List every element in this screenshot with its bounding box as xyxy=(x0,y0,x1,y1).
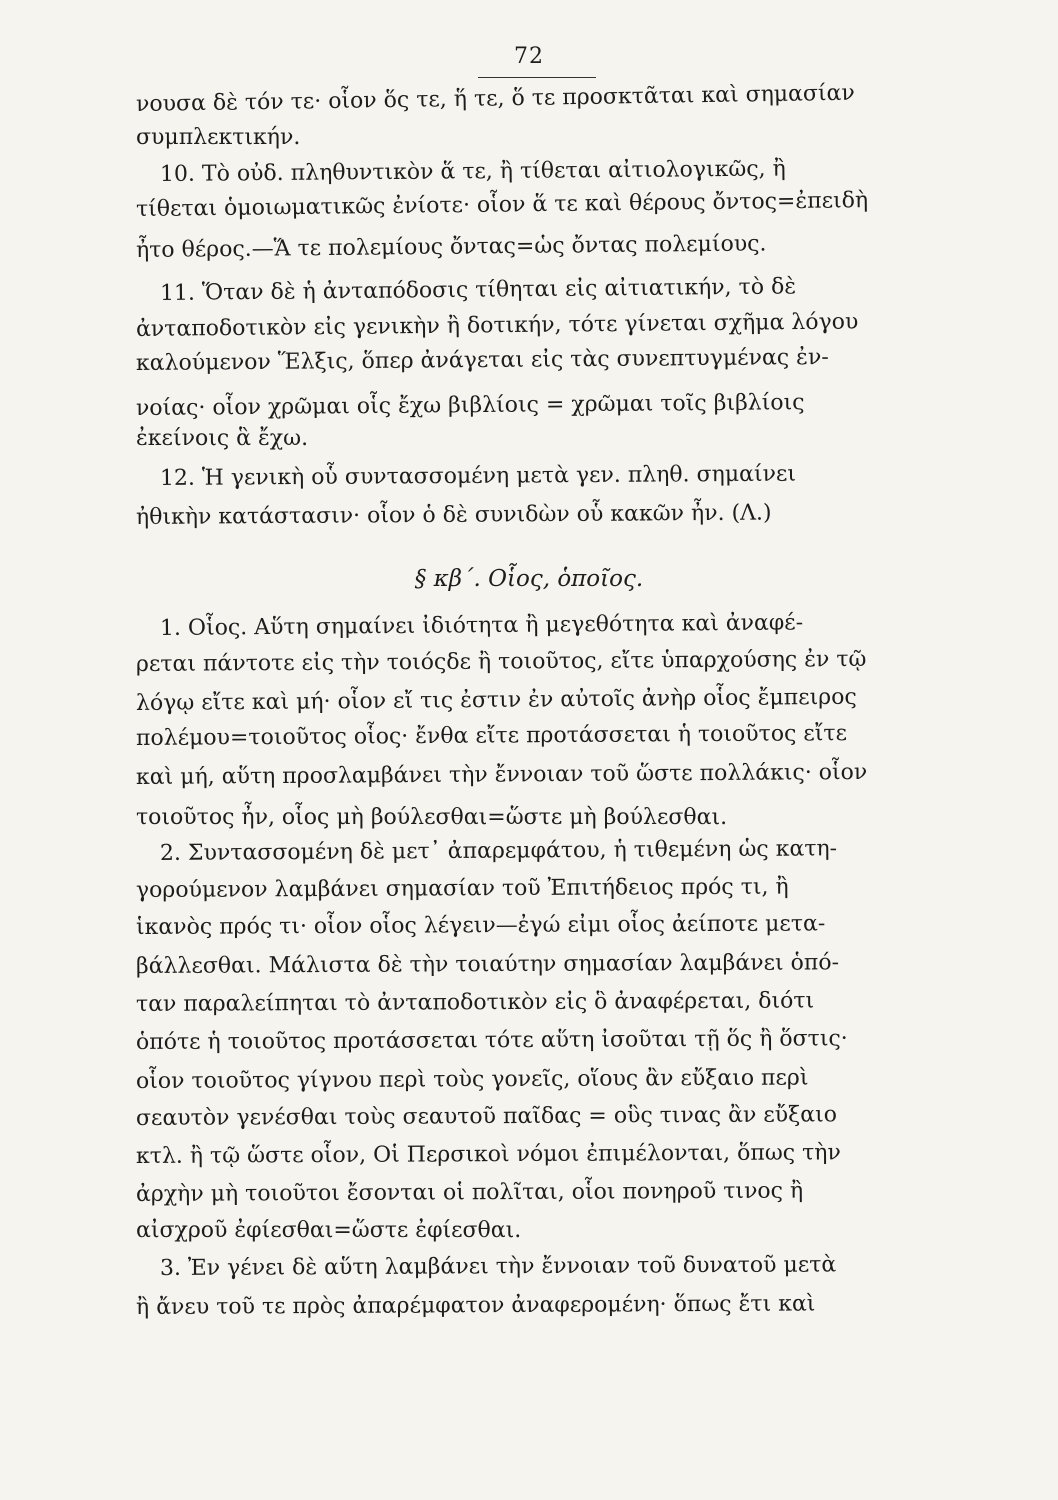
text-line: ἱκανὸς πρός τι· οἷον οἷος λέγειν—ἐγώ εἰμι οἷος ἀείποτε μετα- xyxy=(135,911,826,940)
text-line: βάλλεσθαι. Μάλιστα δὲ τὴν τοιαύτην σημασίαν λαμβάνει ὁπό- xyxy=(135,950,840,979)
text-line: ταν παραλείπηται τὸ ἀνταποδοτικὸν εἰς ὃ ἀναφέρεται, διότι xyxy=(135,988,815,1017)
text-line: νουσα δὲ τόν τε· οἷον ὅς τε, ἥ τε, ὅ τε προσκτᾶται καὶ σημασίαν xyxy=(135,80,856,117)
text-line: ρεται πάντοτε εἰς τὴν τοιόςδε ἢ τοιοῦτος, εἴτε ὑπαρχούσης ἐν τῷ xyxy=(135,646,867,677)
text-line: ἐκείνοις ἃ ἔχω. xyxy=(136,426,309,451)
text-line: νοίας· οἷον χρῶμαι οἷς ἔχω βιβλίοις = χρῶμαι τοῖς βιβλίοις xyxy=(135,390,805,421)
text-line: ἦτο θέρος.—Ἅ τε πολεμίους ὄντας=ὡς ὄντας πολεμίους. xyxy=(135,231,767,263)
text-line: ἀνταποδοτικὸν εἰς γενικὴν ἢ δοτικήν, τότε γίνεται σχῆμα λόγου xyxy=(135,309,859,342)
text-line: γορούμενον λαμβάνει σημασίαν τοῦ Ἐπιτήδειος πρός τι, ἢ xyxy=(135,874,789,903)
section-heading: § κβ΄. Οἷος, ὁποῖος. xyxy=(414,566,644,592)
text-line: 3. Ἐν γένει δὲ αὕτη λαμβάνει τὴν ἔννοιαν τοῦ δυνατοῦ μετὰ xyxy=(159,1252,837,1281)
text-line: αἰσχροῦ ἐφίεσθαι=ὥστε ἐφίεσθαι. xyxy=(136,1218,522,1243)
text-line: 11. Ὅταν δὲ ἡ ἀνταπόδοσις τίθηται εἰς αἰτιατικήν, τὸ δὲ xyxy=(159,274,797,306)
text-line: ἀρχὴν μὴ τοιοῦτοι ἔσονται οἱ πολῖται, οἷοι πονηροῦ τινος ἢ xyxy=(135,1178,804,1207)
text-line: ἠθικὴν κατάστασιν· οἷον ὁ δὲ συνιδὼν οὗ κακῶν ἦν. (Λ.) xyxy=(135,500,772,530)
text-line: 1. Οἷος. Αὕτη σημαίνει ἰδιότητα ἢ μεγεθότητα καὶ ἀναφέ- xyxy=(159,610,804,641)
text-line: ὁπότε ἡ τοιοῦτος προτάσσεται τότε αὕτη ἰσοῦται τῇ ὅς ἢ ὅστις· xyxy=(135,1026,848,1055)
text-line: συμπλεκτικήν. xyxy=(136,125,301,150)
text-line: ἢ ἄνευ τοῦ τε πρὸς ἀπαρέμφατον ἀναφερομένη· ὅπως ἔτι καὶ xyxy=(135,1291,816,1320)
text-line: καλούμενον Ἕλξις, ὅπερ ἀνάγεται εἰς τὰς συνεπτυγμένας ἐν- xyxy=(135,344,829,376)
text-line: τοιοῦτος ἦν, οἷος μὴ βούλεσθαι=ὥστε μὴ βούλεσθαι. xyxy=(136,805,728,830)
text-line: 12. Ἡ γενικὴ οὗ συντασσομένη μετὰ γεν. πληθ. σημαίνει xyxy=(159,461,797,491)
text-line: 10. Τὸ οὐδ. πληθυντικὸν ἅ τε, ἢ τίθεται αἰτιολογικῶς, ἢ xyxy=(159,156,786,187)
text-line: 2. Συντασσομένη δὲ μετ᾽ ἀπαρεμφάτου, ἡ τιθεμένη ὡς κατη- xyxy=(159,836,838,866)
text-line: οἷον τοιοῦτος γίγνου περὶ τοὺς γονεῖς, οἵους ἂν εὔξαιο περὶ xyxy=(135,1065,809,1094)
page-number-rule xyxy=(478,77,596,78)
text-line: λόγῳ εἴτε καὶ μή· οἷον εἴ τις ἐστιν ἐν αὐτοῖς ἀνὴρ οἷος ἔμπειρος xyxy=(135,684,857,716)
text-line: τίθεται ὁμοιωματικῶς ἐνίοτε· οἷον ἅ τε καὶ θέρους ὄντος=ἐπειδὴ xyxy=(135,188,869,222)
text-line: κτλ. ἢ τῷ ὥστε οἷον, Οἱ Περσικοὶ νόμοι ἐπιμέλονται, ὅπως τὴν xyxy=(135,1140,841,1169)
page-number: 72 xyxy=(514,44,544,69)
text-line: σεαυτὸν γενέσθαι τοὺς σεαυτοῦ παῖδας = οὓς τινας ἂν εὔξαιο xyxy=(135,1102,837,1131)
text-line: καὶ μή, αὕτη προσλαμβάνει τὴν ἔννοιαν τοῦ ὥστε πολλάκις· οἷον xyxy=(135,759,868,790)
text-line: πολέμου=τοιοῦτος οἷος· ἔνθα εἴτε προτάσσεται ἡ τοιοῦτος εἴτε xyxy=(135,721,848,751)
